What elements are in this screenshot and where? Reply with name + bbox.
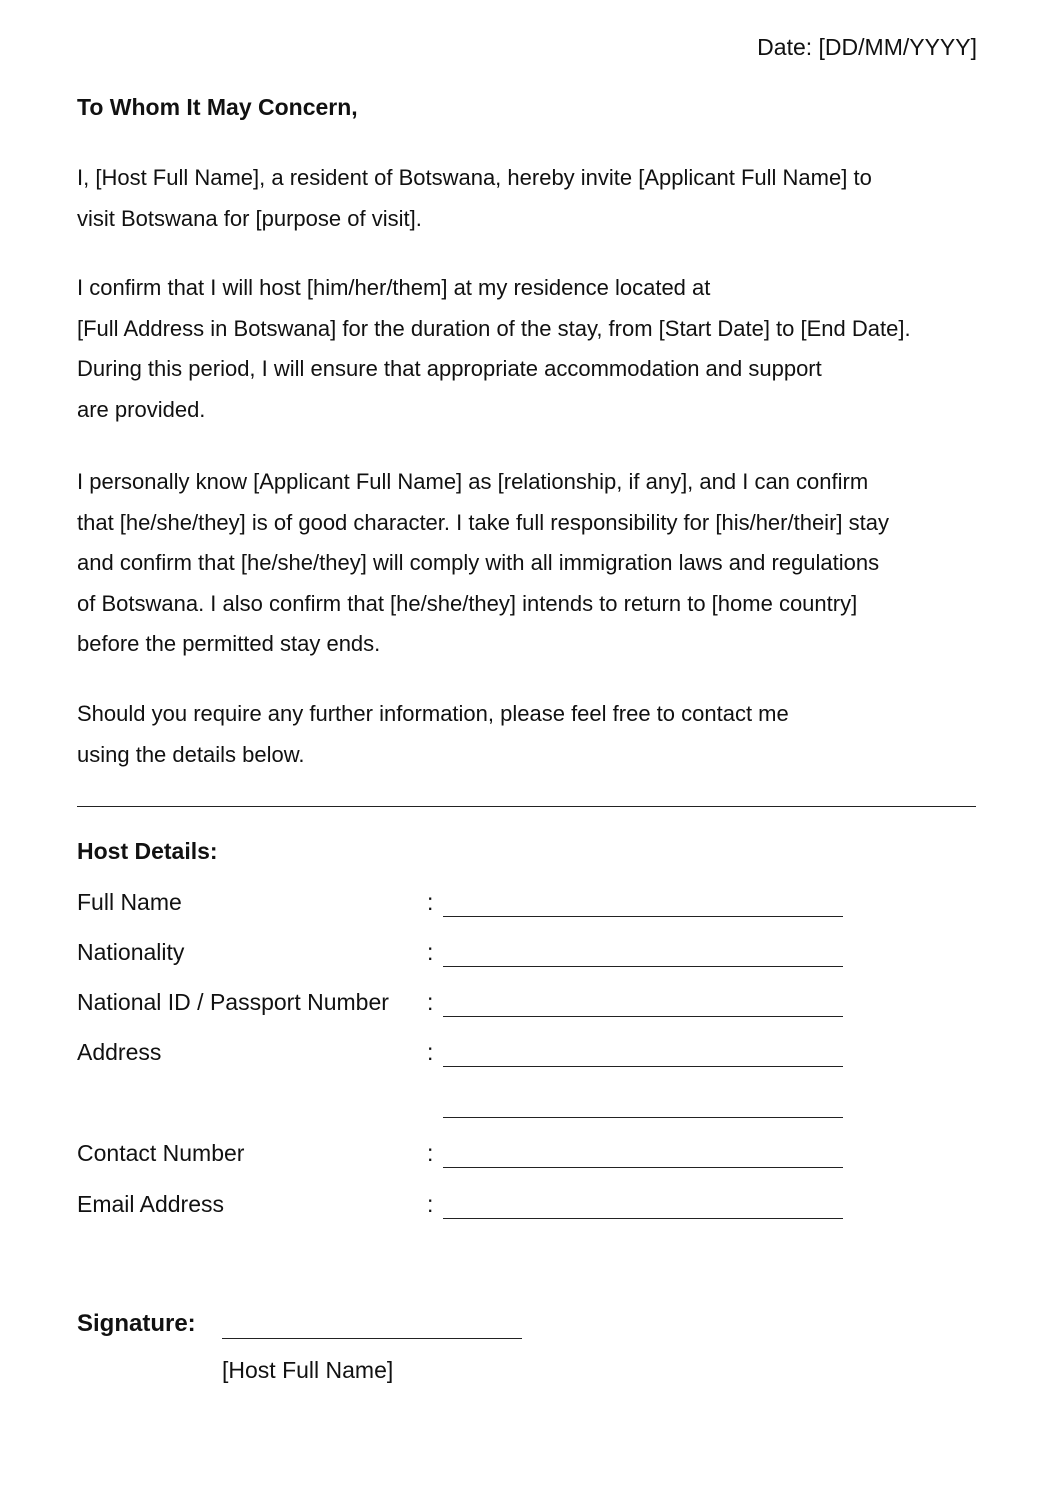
field-colon: :	[427, 989, 434, 1015]
signature-name: [Host Full Name]	[222, 1357, 394, 1383]
paragraph-line: of Botswana. I also confirm that [he/she/they] intends to return to [home country]	[77, 590, 858, 616]
paragraph-line: I personally know [Applicant Full Name] as [relationship, if any], and I can confirm	[77, 469, 869, 494]
full-name-blank[interactable]	[443, 916, 843, 917]
field-contact-number	[77, 1140, 847, 1174]
paragraph-line: that [he/she/they] is of good character. I take full responsibility for [his/her/their] stay	[77, 509, 889, 535]
field-colon: :	[427, 1039, 434, 1065]
paragraph-contact	[77, 694, 987, 775]
paragraph-accommodation	[77, 268, 987, 430]
field-full-name	[77, 889, 847, 923]
signature-line[interactable]	[222, 1338, 522, 1339]
id-passport-blank[interactable]	[443, 1016, 843, 1017]
paragraph-line: using the details below.	[77, 741, 305, 767]
paragraph-line: before the permitted stay ends.	[77, 631, 381, 656]
date-line: Date: [DD/MM/YYYY]	[757, 34, 977, 60]
signature-label: Signature:	[77, 1310, 196, 1337]
paragraph-line: I confirm that I will host [him/her/them] at my residence located at	[77, 275, 711, 300]
field-label: Email Address	[77, 1191, 225, 1217]
field-label: Nationality	[77, 939, 185, 965]
field-label: National ID / Passport Number	[77, 989, 389, 1015]
field-colon: :	[427, 939, 434, 965]
field-id-passport	[77, 989, 847, 1023]
paragraph-line: I, [Host Full Name], a resident of Botswana, hereby invite [Applicant Full Name] to	[77, 165, 872, 190]
paragraph-line: are provided.	[77, 396, 206, 422]
paragraph-line: During this period, I will ensure that appropriate accommodation and support	[77, 356, 822, 381]
section-divider	[77, 806, 976, 807]
paragraph-line: visit Botswana for [purpose of visit].	[77, 205, 422, 231]
host-details-title: Host Details:	[77, 838, 218, 864]
field-nationality	[77, 939, 847, 973]
contact-number-blank[interactable]	[443, 1167, 843, 1168]
address-blank[interactable]	[443, 1066, 843, 1067]
field-colon: :	[427, 1191, 434, 1217]
field-address	[77, 1039, 847, 1073]
paragraph-line: and confirm that [he/she/they] will comply with all immigration laws and regulations	[77, 550, 880, 575]
field-colon: :	[427, 1140, 434, 1166]
field-colon: :	[427, 889, 434, 915]
salutation: To Whom It May Concern,	[77, 94, 358, 120]
field-label: Address	[77, 1039, 162, 1065]
paragraph-line: Should you require any further information, please feel free to contact me	[77, 701, 789, 726]
field-label: Full Name	[77, 889, 182, 915]
field-email-address	[77, 1191, 847, 1225]
paragraph-line: [Full Address in Botswana] for the duration of the stay, from [Start Date] to [End Date].	[77, 315, 911, 341]
address-blank-second-line[interactable]	[443, 1117, 843, 1118]
nationality-blank[interactable]	[443, 966, 843, 967]
paragraph-responsibility	[77, 462, 987, 665]
paragraph-invitation	[77, 158, 987, 239]
email-address-blank[interactable]	[443, 1218, 843, 1219]
field-label: Contact Number	[77, 1140, 245, 1166]
